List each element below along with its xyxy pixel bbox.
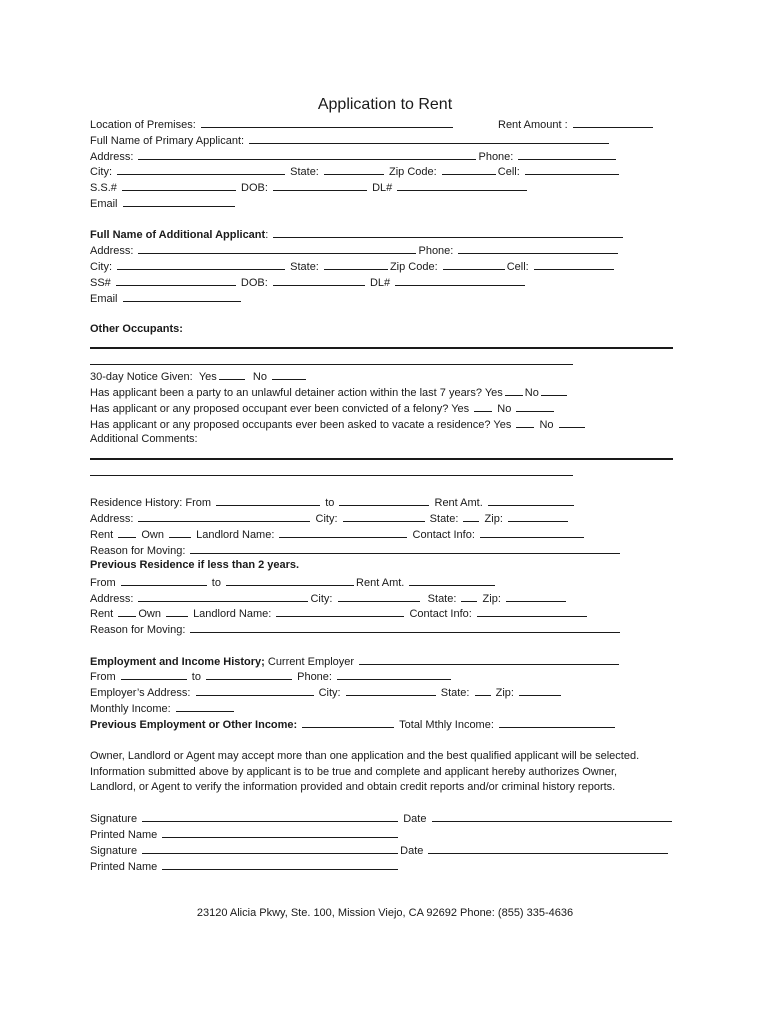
prev-zip-field[interactable] <box>506 591 566 602</box>
prev-own-field[interactable] <box>166 606 188 617</box>
signature-row-1 <box>90 811 674 826</box>
prev-city-field[interactable] <box>338 591 420 602</box>
monthly-income-field[interactable] <box>176 701 234 712</box>
employer-city-label: City: <box>318 687 341 699</box>
q3-text: Has applicant or any proposed occupants ever been asked to vacate a residence? <box>90 419 491 431</box>
primary-ss-row <box>90 180 529 195</box>
additional-city-field[interactable] <box>117 259 285 270</box>
residence-rent-amt-label: Rent Amt. <box>434 497 483 509</box>
comments-label: Additional Comments: <box>90 433 198 445</box>
prev-to-label: to <box>211 577 221 589</box>
occupants-line-2[interactable] <box>90 364 573 365</box>
date-field-1[interactable] <box>432 811 672 822</box>
previous-employment-field[interactable] <box>302 717 394 728</box>
employment-from-label: From <box>90 671 116 683</box>
primary-city-field[interactable] <box>117 164 285 175</box>
q3-no-field[interactable] <box>559 417 585 428</box>
additional-dob-label: DOB: <box>240 277 268 289</box>
additional-phone-label: Phone: <box>418 245 454 257</box>
current-employer-field[interactable] <box>359 654 619 665</box>
residence-city-label: City: <box>315 513 338 525</box>
employment-history-row <box>90 654 621 669</box>
primary-zip-label: Zip Code: <box>389 166 437 178</box>
additional-name-row <box>90 227 625 242</box>
signature-label-1: Signature <box>90 813 138 825</box>
notice-no-label: No <box>252 371 267 383</box>
q1-row <box>90 385 569 400</box>
notice-label: 30-day Notice Given: <box>90 371 193 383</box>
employment-to-field[interactable] <box>206 669 292 680</box>
residence-own-label: Own <box>141 529 164 541</box>
occupants-line-1[interactable] <box>90 347 673 349</box>
prev-to-field[interactable] <box>226 575 354 586</box>
q1-yes-label: Yes <box>484 387 503 399</box>
additional-name-label: Full Name of Additional Applicant <box>90 229 266 241</box>
rent-amount-row <box>498 117 655 132</box>
prev-reason-field[interactable] <box>190 622 620 633</box>
primary-name-label: Full Name of Primary Applicant: <box>90 135 245 147</box>
residence-reason-field[interactable] <box>190 543 620 554</box>
residence-landlord-label: Landlord Name: <box>196 529 275 541</box>
employment-phone-label: Phone: <box>297 671 332 683</box>
employment-from-row <box>90 669 453 684</box>
notice-no-field[interactable] <box>272 369 306 380</box>
employer-state-label: State: <box>440 687 470 699</box>
additional-address-field[interactable] <box>138 243 416 254</box>
residence-address-field[interactable] <box>138 511 310 522</box>
primary-phone-label: Phone: <box>478 151 514 163</box>
total-income-label: Total Mthly Income: <box>399 719 494 731</box>
signature-row-2 <box>90 843 670 858</box>
residence-address-row <box>90 511 570 526</box>
residence-reason-label: Reason for Moving: <box>90 545 186 557</box>
prev-rent-field[interactable] <box>118 606 136 617</box>
primary-phone-field[interactable] <box>518 149 616 160</box>
residence-history-label: Residence History: <box>90 497 183 509</box>
location-label: Location of Premises: <box>90 119 196 131</box>
primary-dob-label: DOB: <box>241 182 268 194</box>
additional-city-label: City: <box>90 261 112 273</box>
previous-employment-label: Previous Employment or Other Income: <box>90 719 298 731</box>
additional-dl-field[interactable] <box>395 275 525 286</box>
residence-rent-amt-field[interactable] <box>488 495 574 506</box>
residence-contact-field[interactable] <box>480 527 584 538</box>
employer-address-row <box>90 685 563 700</box>
primary-dl-label: DL# <box>372 182 393 194</box>
prev-from-label: From <box>90 577 116 589</box>
prev-city-label: City: <box>310 593 333 605</box>
employment-history-label: Employment and Income History; <box>90 656 265 668</box>
primary-state-label: State: <box>290 166 319 178</box>
q1-no-field[interactable] <box>541 385 567 396</box>
employer-zip-label: Zip: <box>495 687 514 699</box>
prev-rent-label: Rent <box>90 608 114 620</box>
primary-dl-field[interactable] <box>397 180 527 191</box>
additional-zip-field[interactable] <box>443 259 505 270</box>
prev-landlord-field[interactable] <box>276 606 404 617</box>
residence-state-label: State: <box>429 513 459 525</box>
prev-own-label: Own <box>138 608 161 620</box>
employer-address-field[interactable] <box>196 685 314 696</box>
date-field-2[interactable] <box>428 843 668 854</box>
q2-yes-field[interactable] <box>474 401 492 412</box>
prev-zip-label: Zip: <box>482 593 501 605</box>
primary-ss-label: S.S.# <box>90 182 117 194</box>
residence-to-field[interactable] <box>339 495 429 506</box>
primary-email-label: Email <box>90 198 118 210</box>
additional-email-row <box>90 291 243 306</box>
additional-state-label: State: <box>290 261 319 273</box>
notice-yes-label: Yes <box>198 371 217 383</box>
printed-name-row-1 <box>90 827 400 842</box>
prev-contact-label: Contact Info: <box>409 608 472 620</box>
signature-field-2[interactable] <box>142 843 398 854</box>
additional-ss-row <box>90 275 527 290</box>
signature-label-2: Signature <box>90 845 138 857</box>
additional-email-label: Email <box>90 293 118 305</box>
employer-city-field[interactable] <box>346 685 436 696</box>
q1-no-label: No <box>524 387 539 399</box>
primary-email-field[interactable] <box>123 196 235 207</box>
q2-yes-label: Yes <box>451 403 470 415</box>
prev-state-label: State: <box>427 593 457 605</box>
primary-address-field[interactable] <box>138 149 476 160</box>
q3-yes-label: Yes <box>493 419 512 431</box>
employment-to-label: to <box>191 671 201 683</box>
printed-name-label-1: Printed Name <box>90 829 158 841</box>
prev-from-field[interactable] <box>121 575 207 586</box>
primary-dob-field[interactable] <box>273 180 367 191</box>
additional-ss-label: SS# <box>90 277 111 289</box>
employer-zip-field[interactable] <box>519 685 561 696</box>
additional-cell-field[interactable] <box>534 259 614 270</box>
location-row <box>90 117 455 132</box>
signature-field-1[interactable] <box>142 811 398 822</box>
primary-city-row <box>90 164 621 179</box>
location-field[interactable] <box>201 117 453 128</box>
employer-state-field[interactable] <box>475 685 491 696</box>
residence-from-field[interactable] <box>216 495 320 506</box>
q3-no-label: No <box>539 419 554 431</box>
prev-rent-row <box>90 606 589 621</box>
primary-address-label: Address: <box>90 151 134 163</box>
residence-rent-label: Rent <box>90 529 114 541</box>
employer-address-label: Employer’s Address: <box>90 687 191 699</box>
page-title: Application to Rent <box>317 96 453 113</box>
primary-zip-field[interactable] <box>442 164 496 175</box>
primary-name-row <box>90 133 611 148</box>
primary-cell-field[interactable] <box>525 164 619 175</box>
additional-phone-field[interactable] <box>458 243 618 254</box>
previous-employment-row <box>90 717 617 732</box>
primary-ss-field[interactable] <box>122 180 236 191</box>
primary-address-row <box>90 149 618 164</box>
previous-residence-label: Previous Residence if less than 2 years. <box>90 559 300 571</box>
residence-zip-field[interactable] <box>508 511 568 522</box>
additional-state-field[interactable] <box>324 259 388 270</box>
employment-phone-field[interactable] <box>337 669 451 680</box>
q2-row <box>90 401 556 416</box>
printed-name-field-1[interactable] <box>162 827 398 838</box>
total-income-field[interactable] <box>499 717 615 728</box>
residence-address-label: Address: <box>90 513 134 525</box>
prev-from-row <box>90 575 497 590</box>
q2-text: Has applicant or any proposed occupant ever been convicted of a felony? <box>90 403 449 415</box>
disclaimer-line-3: Landlord, or Agent to verify the information provided and obtain credit reports and/or criminal history reports. <box>90 781 616 793</box>
residence-reason-row <box>90 543 622 558</box>
additional-cell-label: Cell: <box>506 261 529 273</box>
residence-city-field[interactable] <box>343 511 425 522</box>
additional-name-colon: : <box>265 229 269 241</box>
residence-zip-label: Zip: <box>484 513 503 525</box>
primary-state-field[interactable] <box>324 164 384 175</box>
monthly-income-label: Monthly Income: <box>90 703 171 715</box>
residence-own-field[interactable] <box>169 527 191 538</box>
additional-city-row <box>90 259 616 274</box>
residence-landlord-field[interactable] <box>279 527 407 538</box>
date-label-1: Date <box>403 813 427 825</box>
disclaimer-line-1: Owner, Landlord or Agent may accept more than one application and the best qualified applicant will be selected. <box>90 750 640 762</box>
prev-contact-field[interactable] <box>477 606 587 617</box>
prev-reason-row <box>90 622 622 637</box>
prev-reason-label: Reason for Moving: <box>90 624 186 636</box>
additional-address-label: Address: <box>90 245 134 257</box>
q1-yes-field[interactable] <box>505 385 523 396</box>
current-employer-label: Current Employer <box>267 656 355 668</box>
prev-landlord-label: Landlord Name: <box>193 608 272 620</box>
footer-address: 23120 Alicia Pkwy, Ste. 100, Mission Viejo, CA 92692 Phone: (855) 335-4636 <box>196 907 574 919</box>
residence-to-label: to <box>325 497 335 509</box>
residence-rent-row <box>90 527 586 542</box>
residence-history-row <box>90 495 576 510</box>
comments-line-1[interactable] <box>90 458 673 460</box>
q2-no-label: No <box>497 403 512 415</box>
additional-ss-field[interactable] <box>116 275 236 286</box>
date-label-2: Date <box>400 845 424 857</box>
additional-name-field[interactable] <box>273 227 623 238</box>
q2-no-field[interactable] <box>516 401 554 412</box>
printed-name-row-2 <box>90 859 400 874</box>
prev-address-field[interactable] <box>138 591 308 602</box>
additional-dl-label: DL# <box>369 277 391 289</box>
prev-address-row <box>90 591 568 606</box>
additional-email-field[interactable] <box>123 291 241 302</box>
q3-row <box>90 417 587 432</box>
printed-name-label-2: Printed Name <box>90 861 158 873</box>
additional-dob-field[interactable] <box>273 275 365 286</box>
comments-line-2[interactable] <box>90 475 573 476</box>
printed-name-field-2[interactable] <box>162 859 398 870</box>
prev-rent-amt-label: Rent Amt. <box>356 577 405 589</box>
primary-city-label: City: <box>90 166 112 178</box>
primary-cell-label: Cell: <box>497 166 520 178</box>
primary-email-row <box>90 196 237 211</box>
q3-yes-field[interactable] <box>516 417 534 428</box>
prev-address-label: Address: <box>90 593 134 605</box>
disclaimer-line-2: Information submitted above by applicant is to be true and complete and applicant hereby authorizes Owner, <box>90 766 618 778</box>
rent-amount-label: Rent Amount : <box>498 119 568 131</box>
residence-contact-label: Contact Info: <box>412 529 475 541</box>
q1-text: Has applicant been a party to an unlawful detainer action within the last 7 years? <box>90 387 482 399</box>
rent-amount-field[interactable] <box>573 117 653 128</box>
notice-row <box>90 369 308 384</box>
primary-name-field[interactable] <box>249 133 609 144</box>
additional-address-row <box>90 243 620 258</box>
notice-yes-field[interactable] <box>219 369 245 380</box>
prev-rent-amt-field[interactable] <box>409 575 495 586</box>
residence-rent-field[interactable] <box>118 527 136 538</box>
residence-state-field[interactable] <box>463 511 479 522</box>
residence-from-label: From <box>185 497 212 509</box>
monthly-income-row <box>90 701 236 716</box>
employment-from-field[interactable] <box>121 669 187 680</box>
other-occupants-label: Other Occupants: <box>90 323 183 335</box>
prev-state-field[interactable] <box>461 591 477 602</box>
additional-zip-label: Zip Code: <box>389 261 438 273</box>
